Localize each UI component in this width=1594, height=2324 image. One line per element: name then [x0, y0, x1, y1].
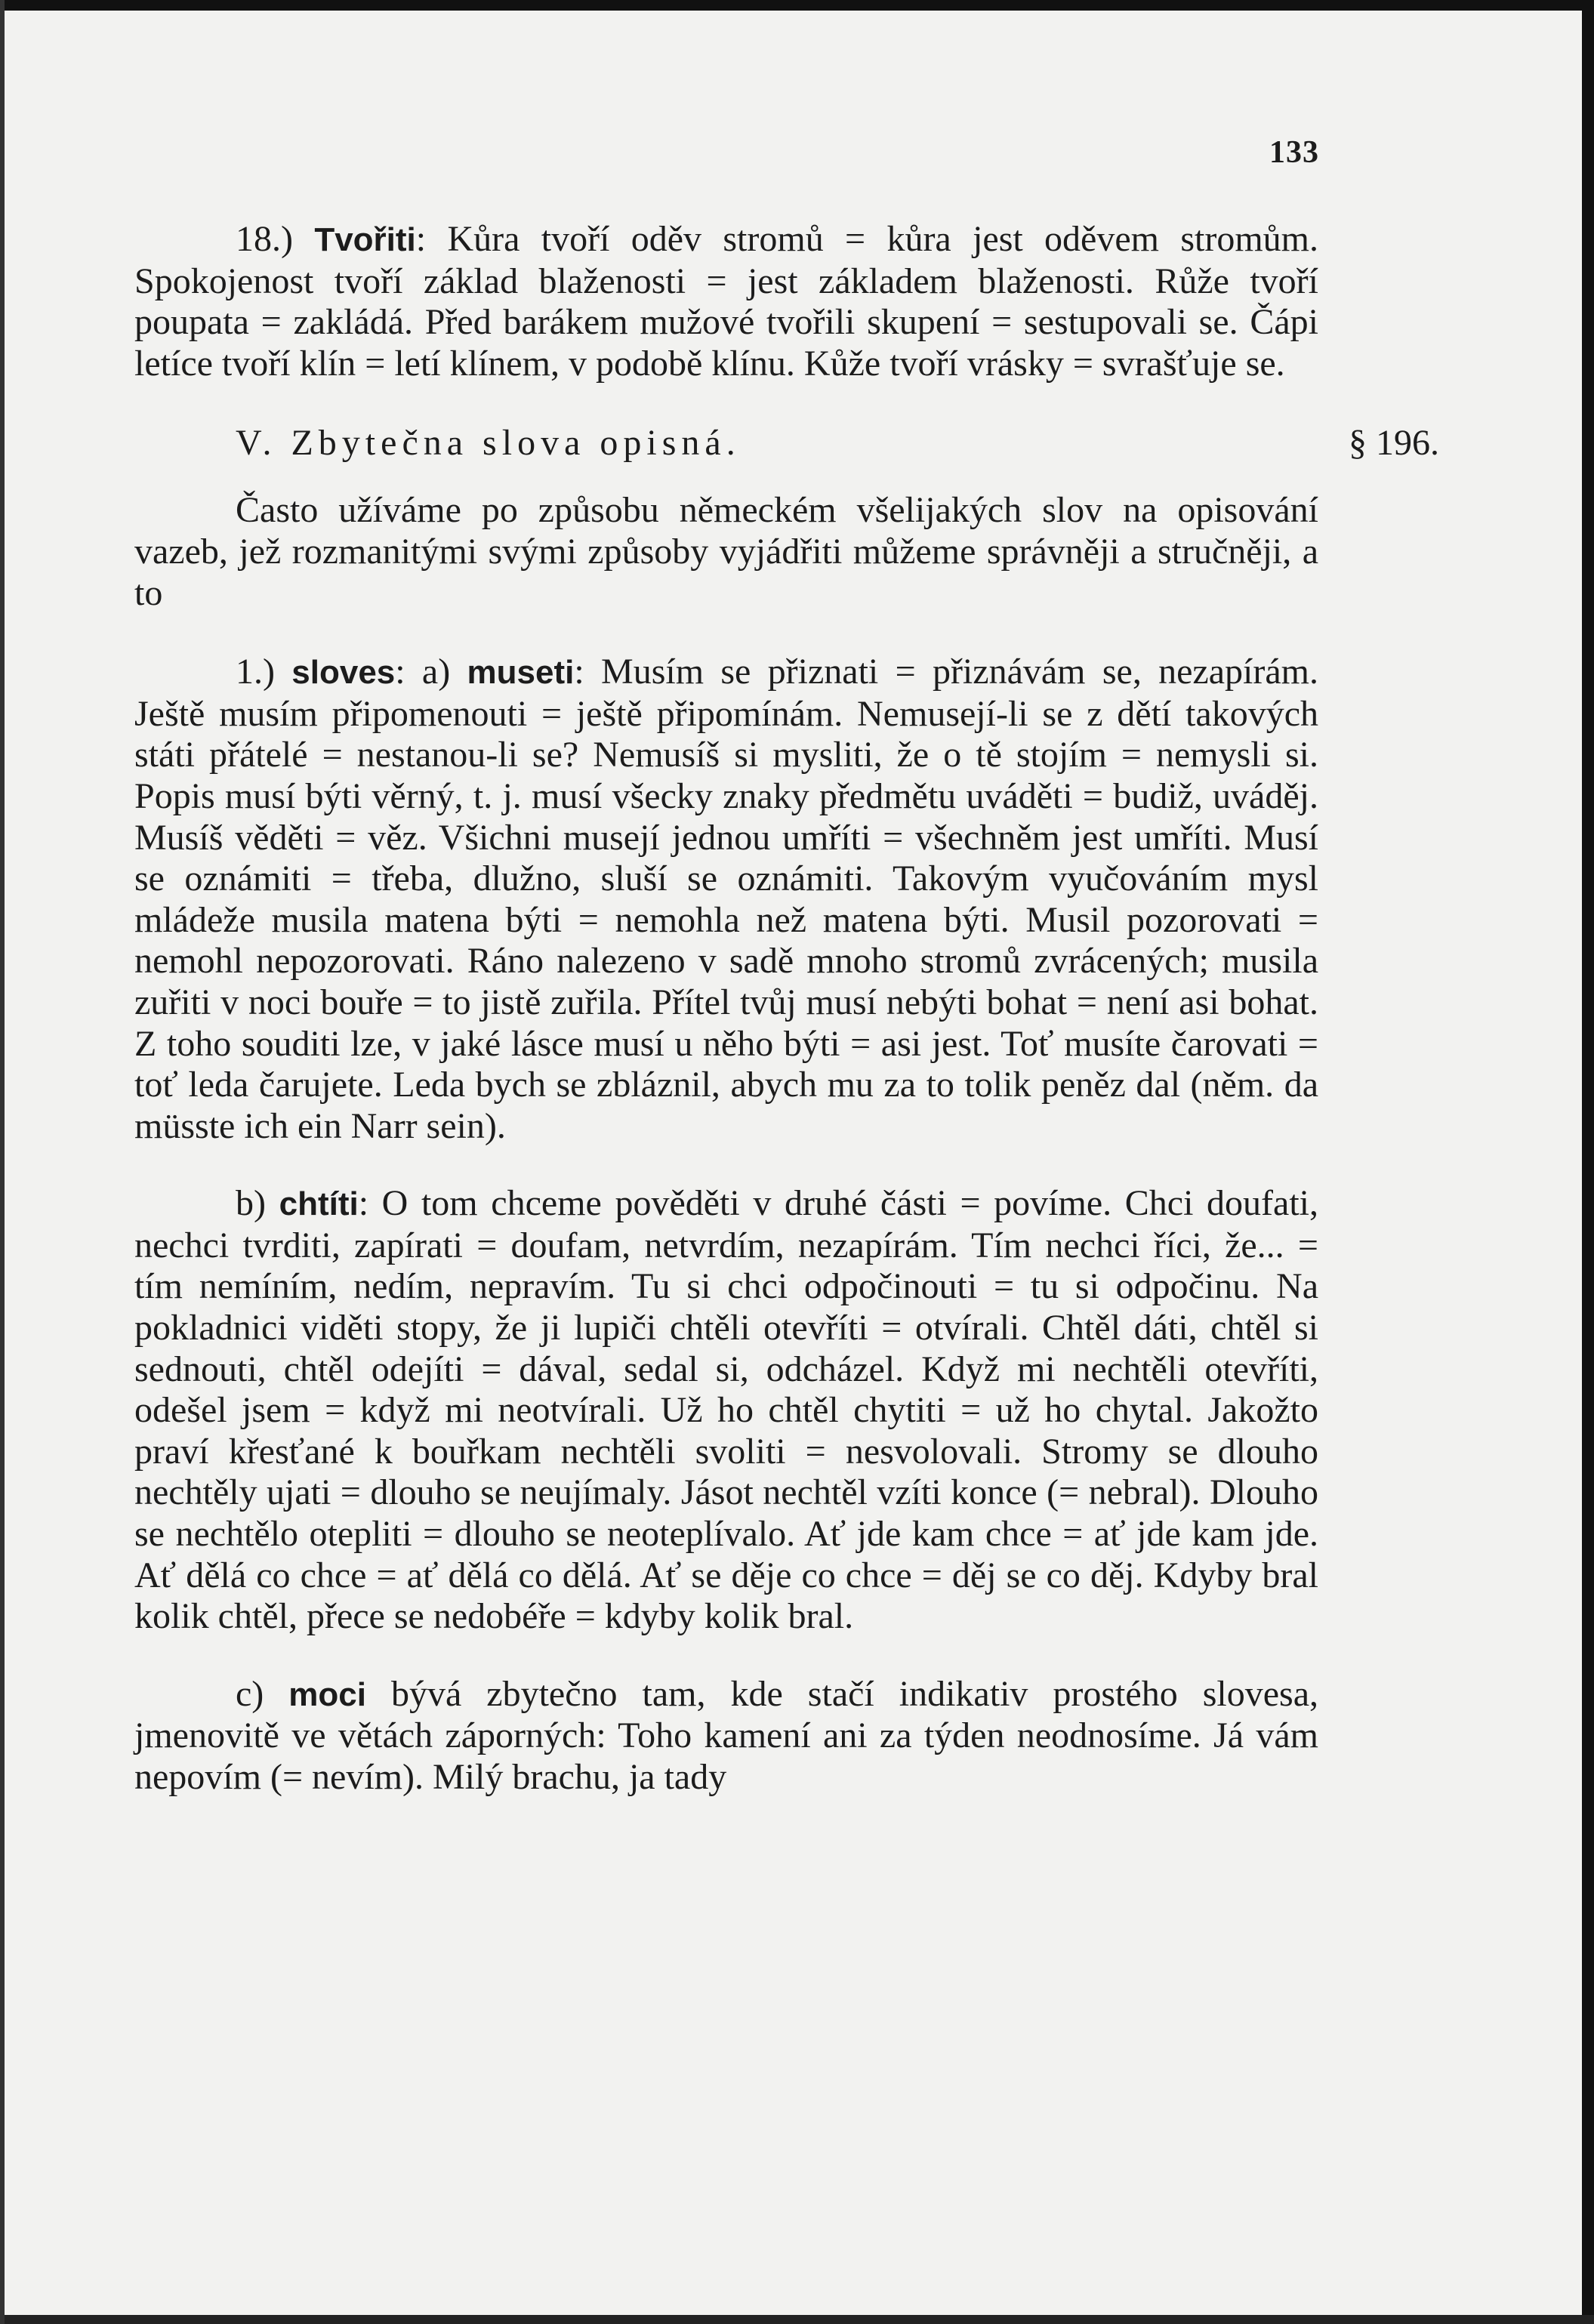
paragraph-museti — [134, 652, 1318, 1147]
headword-separator: : — [415, 219, 427, 259]
paragraph-tvoriti — [134, 219, 1318, 384]
section-title: V. Zbytečna slova opisná. — [236, 423, 741, 464]
paragraph-chtiti — [134, 1183, 1318, 1638]
headword-tvoriti: Tvořiti — [314, 221, 416, 258]
headword-chtiti: chtíti — [279, 1185, 359, 1223]
section-number: § 196. — [1349, 423, 1439, 464]
headword-moci: moci — [288, 1675, 366, 1713]
paragraph-body: Kůra tvoří oděv stromů = kůra jest oděvem stromům. Spokojenost tvoří základ blaženosti = jest základem blaženosti. Růže tvoří poupata = zakládá. Před barákem mužové tvořili skupení = sestupovali se. Čápi letíce tvoří klín = letí klínem, v podobě klínu. Kůže tvoří vrásky = svrašťuje se. — [134, 219, 1319, 384]
scan-edge-top — [0, 0, 1594, 11]
item-number: 18.) — [236, 219, 293, 259]
section-heading — [134, 422, 1439, 467]
scan-edge-left — [0, 0, 5, 2324]
text-column — [134, 219, 1439, 1798]
headword-museti: museti — [467, 654, 575, 692]
scan-edge-right — [1582, 0, 1594, 2324]
intro-paragraph: Často užíváme po způsobu německém všelijakých slov na opisování vazeb, jež rozmanitými svými způsoby vyjádřiti můžeme správněji a stručněji, a to — [134, 490, 1318, 613]
scan-edge-bottom — [0, 2315, 1594, 2324]
paragraph-moci — [134, 1674, 1318, 1798]
headword-separator: : a) — [395, 652, 451, 692]
page-number: 133 — [1269, 135, 1319, 170]
item-letter: c) — [236, 1673, 264, 1714]
item-letter: b) — [236, 1183, 266, 1224]
headword-sloves: sloves — [291, 654, 396, 692]
item-number: 1.) — [236, 652, 275, 692]
paragraph-body: : Musím se přiznati = přiznávám se, nezapírám. Ještě musím připomenouti = ještě připomínám. Nemusejí-li se z dětí takových státi přátelé = nestanou-li se? Nemusíš si mysliti, že o tě stojím = nemysli si. Popis musí býti věrný, t. j. musí všecky znaky předmětu uváděti = budiž, uváděj. Musíš věděti = věz. Všichni musejí jednou umříti = všechněm jest umříti. Musí se oznámiti = třeba, dlužno, sluší se oznámiti. Takovým vyučováním mysl mládeže musila matena býti = nemohla než matena býti. Musil pozorovati = nemohl nepozorovati. Ráno nalezeno v sadě mnoho stromů zvrácených; musila zuřiti v noci bouře = to jistě zuřila. Přítel tvůj musí nebýti bohat = není asi bohat. Z toho souditi lze, v jaké lásce musí u něho býti = asi jest. Toť musíte čarovati = toť leda čarujete. Leda bych se zbláznil, abych mu za to tolik peněz dal (něm. da müsste ich ein Narr sein). — [134, 652, 1318, 1146]
paragraph-body: : O tom chceme pověděti v druhé části = povíme. Chci doufati, nechci tvrditi, zapírati = doufam, netvrdím, nezapírám. Tím nechci říci, že... = tím nemíním, nedím, nepravím. Tu si chci odpočinouti = tu si odpočinu. Na pokladnici viděti stopy, že ji lupiči chtěli otevříti = otvírali. Chtěl dáti, chtěl si sednouti, chtěl odejíti = dával, sedal si, odcházel. Když mi nechtěli otevříti, odešel jsem = když mi neotvírali. Už ho chtěl chytiti = už ho chytal. Jakožto praví křesťané k bouřkam nechtěli svoliti = nesvolovali. Stromy se dlouho nechtěly ujati = dlouho se neujímaly. Jásot nechtěl vzíti konce (= nebral). Dlouho se nechtělo otepliti = dlouho se neoteplívalo. Ať jde kam chce = ať jde kam jde. Ať dělá co chce = ať dělá co dělá. Ať se děje co chce = děj se co děj. Kdyby bral kolik chtěl, přece se nedobéře = kdyby kolik bral. — [134, 1183, 1319, 1637]
paragraph-body: bývá zbytečno tam, kde stačí indikativ prostého slovesa, jmenovitě ve větách záporných: Toho kamení ani za týden neodnosíme. Já vám nepovím (= nevím). Milý brachu, ja tady — [134, 1673, 1318, 1797]
